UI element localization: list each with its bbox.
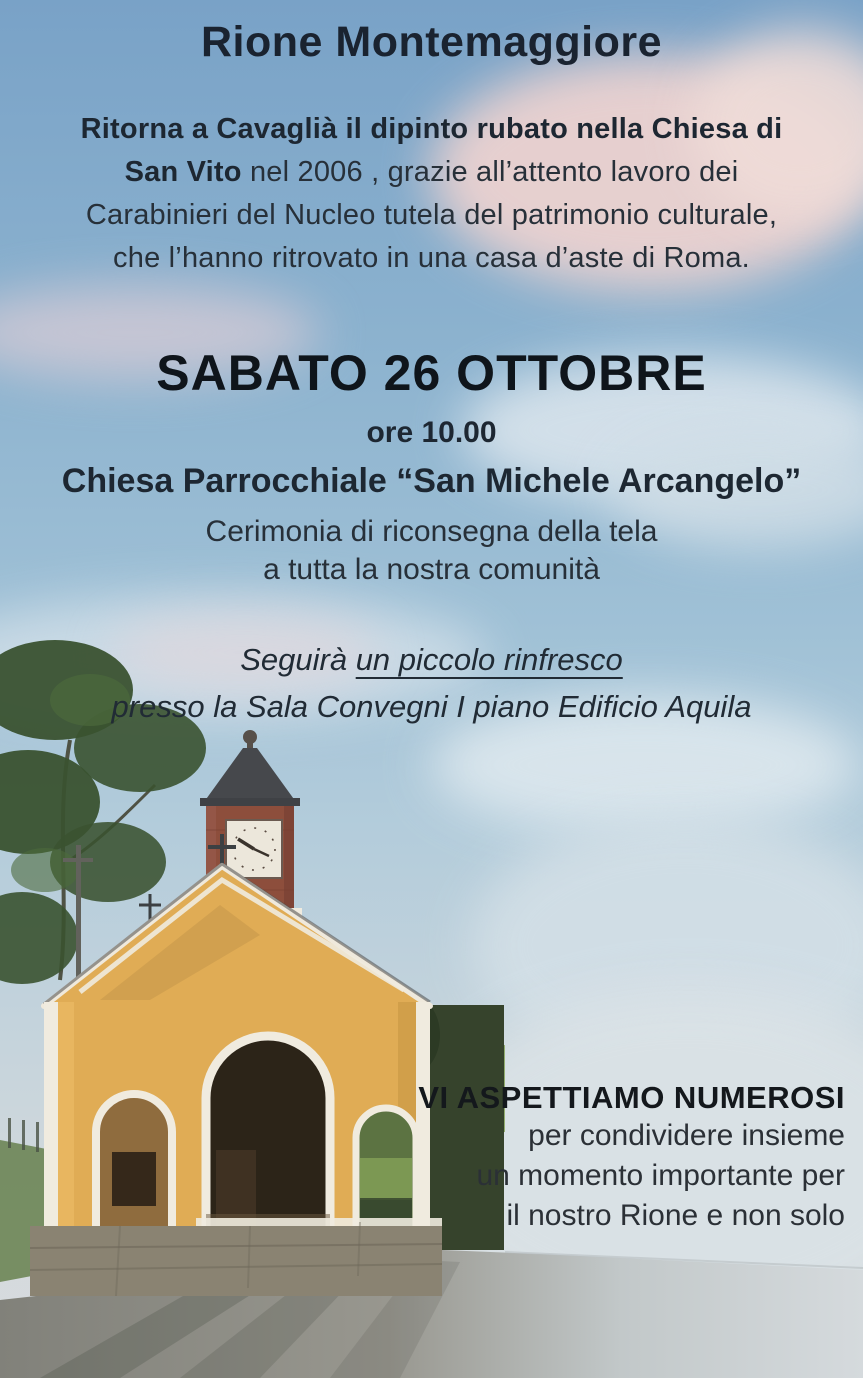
event-details bbox=[0, 344, 863, 589]
intro-line: Carabinieri del Nucleo tutela del patrimonio culturale, bbox=[85, 199, 778, 231]
intro-line: Ritorna a Cavaglià il dipinto rubato nella Chiesa di bbox=[80, 113, 783, 145]
tower-roof bbox=[204, 748, 296, 802]
church-facade bbox=[30, 834, 442, 1296]
underlined-text: un piccolo rinfresco bbox=[355, 642, 623, 677]
event-time: ore 10.00 bbox=[366, 416, 497, 449]
refreshment-note bbox=[0, 636, 863, 730]
event-date: SABATO 26 OTTOBRE bbox=[156, 345, 707, 401]
stone-base bbox=[30, 1218, 442, 1296]
arch-left-window bbox=[112, 1152, 156, 1206]
refreshment-line: presso la Sala Convegni I piano Edificio Aquila bbox=[111, 689, 752, 724]
event-description: Cerimonia di riconsegna della tela a tutta la nostra comunità bbox=[205, 515, 658, 586]
poster-title: Rione Montemaggiore bbox=[200, 18, 663, 66]
tower-finial bbox=[243, 730, 257, 744]
intro-line: San Vito nel 2006 , grazie all’attento lavoro dei bbox=[124, 156, 739, 188]
intro-line: che l’hanno ritrovato in una casa d’aste di Roma. bbox=[113, 242, 750, 274]
refreshment-line: Seguirà un piccolo rinfresco bbox=[240, 642, 623, 677]
closing-message: VI ASPETTIAMO NUMEROSI per condividere insieme un momento importante per il nostro Rione e non solo bbox=[418, 1080, 845, 1232]
intro-paragraph bbox=[0, 108, 863, 280]
closing-headline: VI ASPETTIAMO NUMEROSI bbox=[418, 1080, 845, 1115]
event-location: Chiesa Parrocchiale “San Michele Arcangelo” bbox=[61, 462, 802, 500]
